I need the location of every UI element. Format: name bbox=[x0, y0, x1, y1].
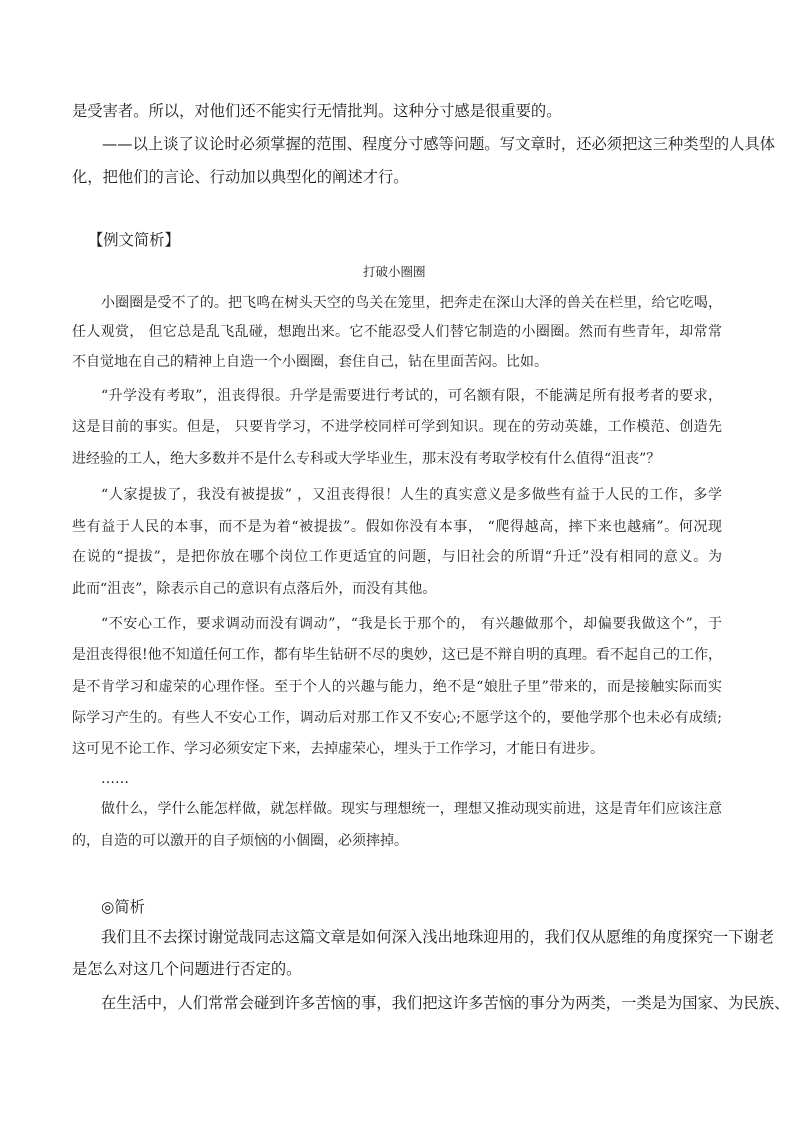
example-paragraph-line: 在说的“提拔”，是把你放在哪个岗位工作更适宜的问题，与旧社会的所谓“升迁”没有相同的意义。为 bbox=[72, 549, 722, 565]
example-paragraph-line: “升学没有考取”，沮丧得很。升学是需要进行考试的，可名额有限，不能满足所有报考者的要求， bbox=[101, 388, 722, 404]
example-paragraph-line: 这可见不论工作、学习必须安定下来，去掉虚荣心，埋头于工作学习，才能日有进步。 bbox=[72, 741, 604, 757]
example-title: 打破小圈圈 bbox=[363, 264, 426, 279]
example-paragraph-line: “人家提拔了，我没有被提拔” ，又沮丧得很！人生的真实意义是多做些有益于人民的工作，多学 bbox=[101, 487, 722, 503]
analysis-text-line: 我们且不去探讨谢觉哉同志这篇文章是如何深入浅出地珠迎用的，我们仅从愿维的角度探究一下谢老 bbox=[101, 928, 775, 946]
example-paragraph-line: 些有益于人民的本事，而不是为着“被提拔”。假如你没有本事， “爬得越高，摔下来也越痛”。何况现 bbox=[72, 519, 722, 535]
body-text-line: 是受害者。所以，对他们还不能实行无情批判。这种分寸感是很重要的。 bbox=[72, 102, 562, 120]
example-paragraph-line: 此而“沮丧”，除表示自己的意识有点落后外，而没有其他。 bbox=[72, 581, 437, 597]
body-text-line: 化，把他们的言论、行动加以典型化的阐述才行。 bbox=[72, 168, 409, 186]
example-paragraph-line: 任人观赏， 但它总是乱飞乱碰，想跑出来。它不能忍受人们替它制造的小圈圈。然而有些青年，却常常 bbox=[72, 324, 722, 340]
example-paragraph-line: 不自觉地在自己的精神上自造一个小圈圈，套住自己，钻在里面苦闷。比如。 bbox=[72, 354, 548, 370]
example-paragraph-line: 做什么，学什么能怎样做，就怎样做。现实与理想统一，理想又推动现实前进，这是青年们应该注意 bbox=[101, 801, 722, 817]
example-paragraph-line: 这是目前的事实。但是， 只要肯学习，不进学校同样可学到知识。现在的劳动英雄，工作模范、创造先 bbox=[72, 419, 722, 435]
analysis-text-line: 是怎么对这几个问题进行否定的。 bbox=[72, 960, 302, 978]
example-paragraph-line: 的，自造的可以激开的自子烦恼的小個圈，必须摔掉。 bbox=[72, 833, 408, 849]
body-text-line: ——以上谈了议论时必须掌握的范围、程度分寸感等问题。写文章时，还必须把这三种类型的人具体 bbox=[102, 135, 776, 153]
example-paragraph-line: …… bbox=[101, 771, 129, 787]
example-heading: 【例文简析】 bbox=[88, 231, 180, 249]
analysis-text-line: 在生活中，人们常常会碰到许多苦恼的事，我们把这许多苦恼的事分为两类，一类是为国家、为民族、 bbox=[101, 994, 790, 1012]
example-paragraph-line: “不安心工作，要求调动而没有调动”，“我是长于那个的， 有兴趣做那个，却偏要我做这个”，于 bbox=[101, 616, 722, 632]
example-paragraph-line: 进经验的工人，绝大多数并不是什么专科或大学毕业生，那末没有考取学校有什么值得“沮丧”？ bbox=[72, 451, 661, 467]
example-paragraph-line: 是不肯学习和虚荣的心理作怪。至于个人的兴趣与能力，绝不是“娘肚子里”带来的，而是接触实际而实 bbox=[72, 679, 722, 695]
example-paragraph-line: 小圈圈是受不了的。把飞鸣在树头天空的鸟关在笼里，把奔走在深山大泽的兽关在栏里，给它吃喝， bbox=[101, 295, 722, 311]
example-paragraph-line: 是沮丧得很!他不知道任何工作，都有毕生钻研不尽的奥妙，这已是不辩自明的真理。看不起自己的工作， bbox=[72, 647, 722, 663]
analysis-heading: ◎简析 bbox=[101, 898, 145, 916]
example-paragraph-line: 际学习产生的。有些人不安心工作，调动后对那工作又不安心;不愿学这个的，要他学那个也未必有成绩; bbox=[72, 710, 722, 726]
